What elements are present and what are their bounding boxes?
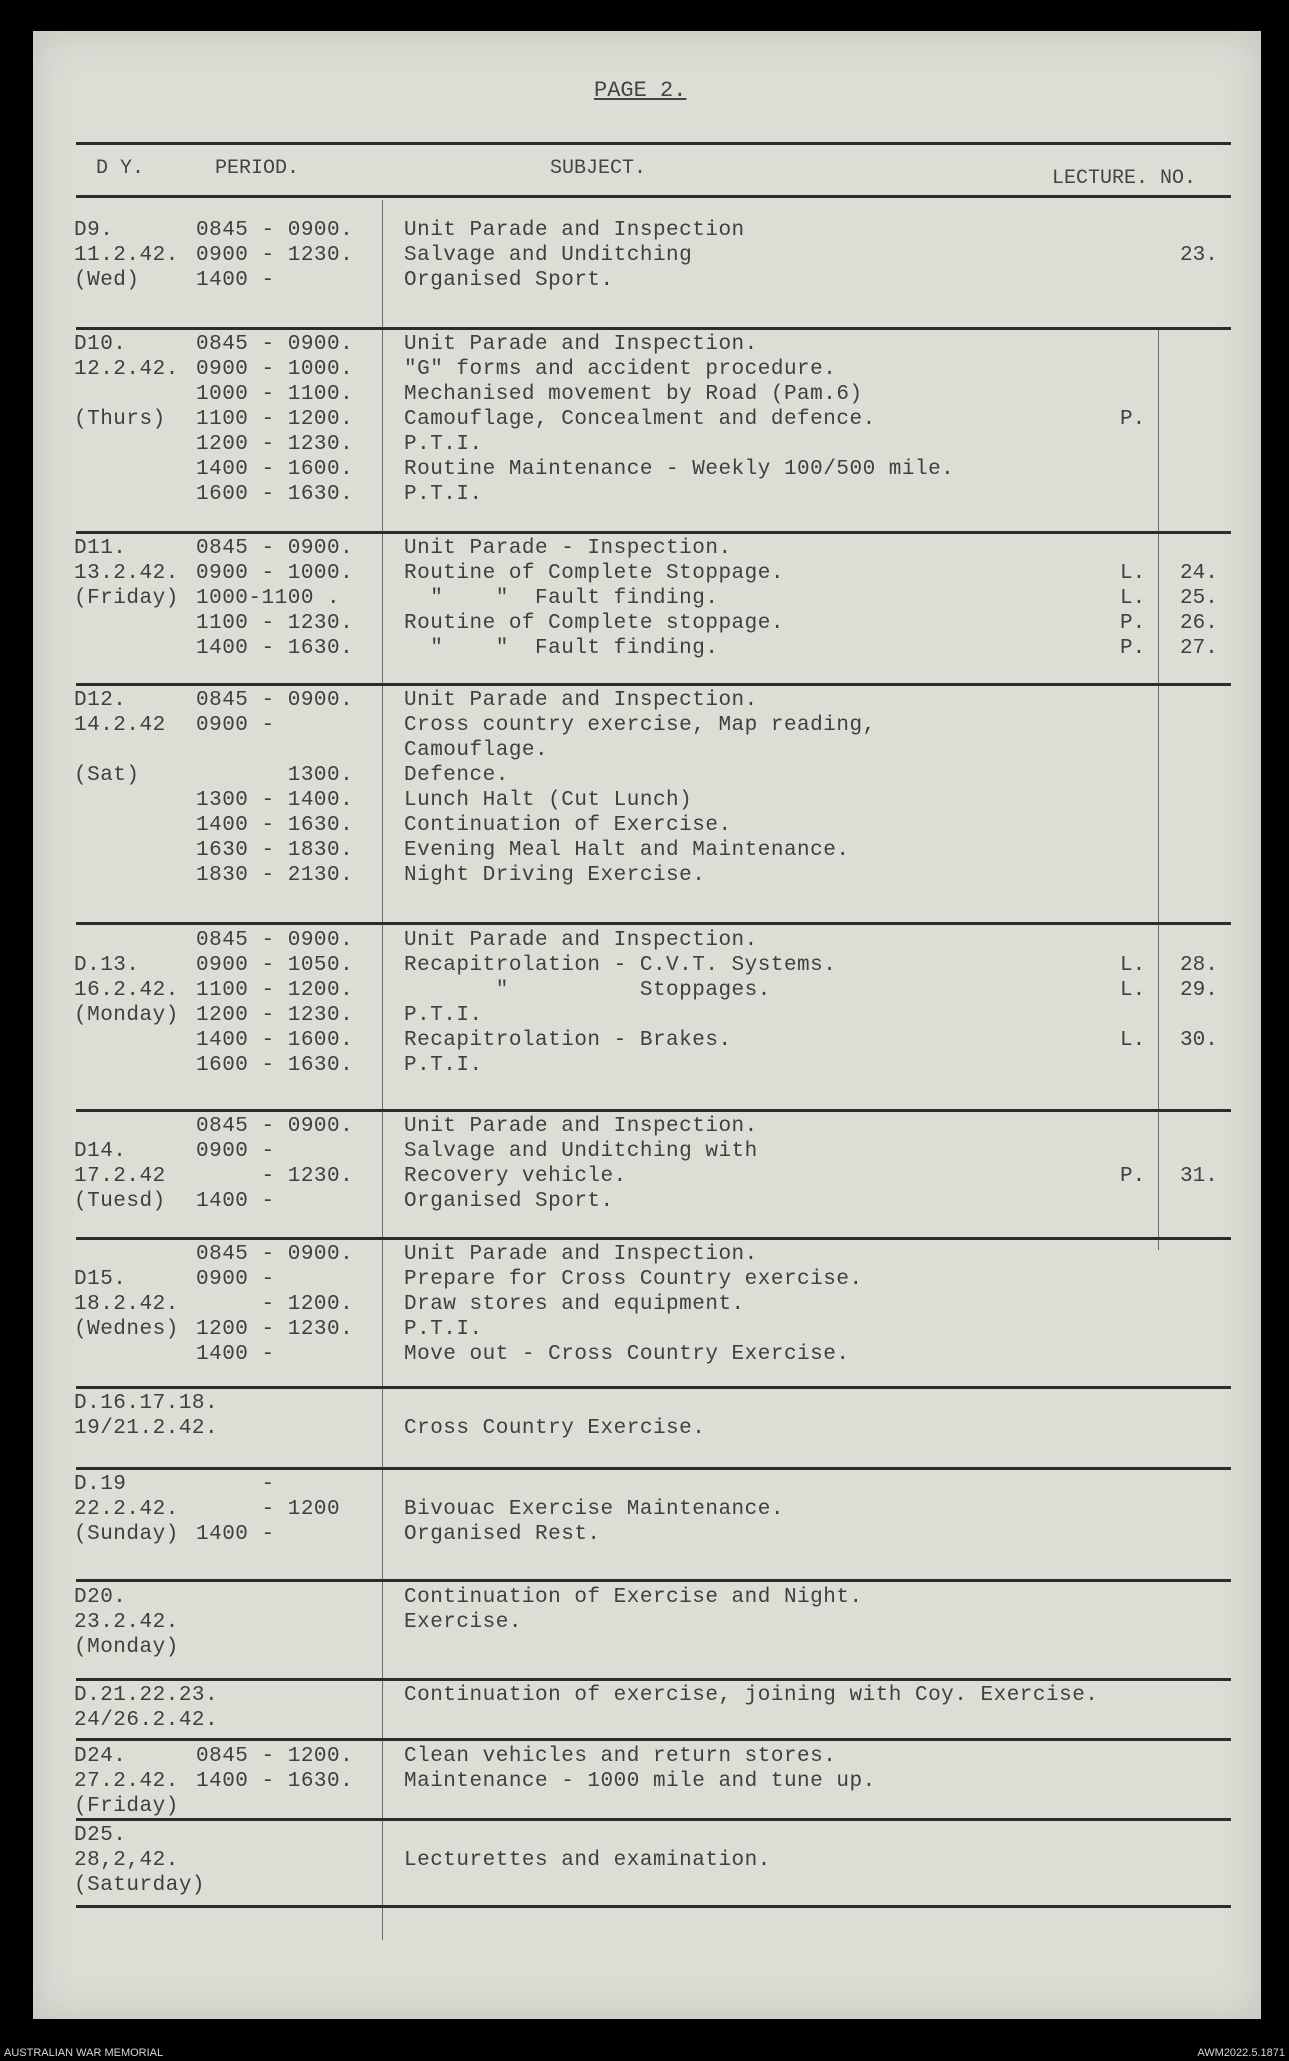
day-label: 12.2.42.: [74, 358, 179, 381]
subject-text: P.T.I.: [404, 1054, 483, 1077]
period-time: 1100 - 1230.: [196, 612, 354, 635]
period-time: - 1200.: [196, 1293, 354, 1316]
lecture-column-line: [1158, 330, 1159, 1250]
subject-text: P.T.I.: [404, 1004, 483, 1027]
subject-text: Salvage and Unditching: [404, 244, 693, 267]
period-time: 1000 - 1100.: [196, 383, 354, 406]
subject-text: Recovery vehicle.: [404, 1165, 627, 1188]
day-label: 16.2.42.: [74, 979, 179, 1002]
period-time: 0900 -: [196, 1140, 275, 1163]
subject-text: P.T.I.: [404, 483, 483, 506]
lecture-number: 26.: [1180, 612, 1218, 635]
col-header-lecture: LECTURE. NO.: [1052, 167, 1197, 190]
period-time: 1400 -: [196, 1190, 275, 1213]
period-time: 1200 - 1230.: [196, 1318, 354, 1341]
block-divider-rule: [76, 1579, 1231, 1582]
block-divider-rule: [76, 1905, 1231, 1908]
block-divider-rule: [76, 1738, 1231, 1741]
lecture-type: P.: [1120, 1165, 1146, 1188]
subject-text: Unit Parade and Inspection.: [404, 1115, 758, 1138]
block-divider-rule: [76, 327, 1231, 330]
period-time: 0845 - 1200.: [196, 1745, 354, 1768]
day-label: D20.: [74, 1586, 127, 1609]
subject-text: Draw stores and equipment.: [404, 1293, 745, 1316]
period-time: 0900 -: [196, 714, 275, 737]
subject-text: Camouflage.: [404, 739, 549, 762]
page-heading: PAGE 2.: [594, 78, 687, 103]
day-label: D15.: [74, 1268, 127, 1291]
period-time: 1300.: [196, 764, 354, 787]
period-time: 1400 - 1630.: [196, 637, 354, 660]
day-label: (Tuesd): [74, 1190, 166, 1213]
period-time: 1630 - 1830.: [196, 839, 354, 862]
lecture-number: 25.: [1180, 587, 1218, 610]
subject-text: Bivouac Exercise Maintenance.: [404, 1498, 784, 1521]
lecture-number: 31.: [1180, 1165, 1218, 1188]
subject-text: Lunch Halt (Cut Lunch): [404, 789, 693, 812]
day-label: 27.2.42.: [74, 1770, 179, 1793]
subject-text: Recapitrolation - Brakes.: [404, 1029, 732, 1052]
lecture-number: 28.: [1180, 954, 1218, 977]
period-time: 1100 - 1200.: [196, 979, 354, 1002]
period-time: 1000-1100 .: [196, 587, 341, 610]
lecture-type: P.: [1120, 637, 1146, 660]
period-time: 0845 - 0900.: [196, 333, 354, 356]
col-header-period: PERIOD.: [215, 157, 300, 180]
day-label: 11.2.42.: [74, 244, 179, 267]
header-top-rule: [76, 142, 1231, 145]
lecture-type: L.: [1120, 587, 1146, 610]
subject-text: " " Fault finding.: [404, 587, 719, 610]
period-time: 1400 - 1630.: [196, 1770, 354, 1793]
day-label: (Wed): [74, 269, 140, 292]
day-label: 24/26.2.42.: [74, 1709, 219, 1732]
day-label: D.16.17.18.: [74, 1392, 219, 1415]
period-time: 0845 - 0900.: [196, 689, 354, 712]
lecture-number: 30.: [1180, 1029, 1218, 1052]
period-time: 0900 -: [196, 1268, 275, 1291]
block-divider-rule: [76, 1237, 1231, 1240]
day-label: 22.2.42.: [74, 1498, 179, 1521]
day-label: (Friday): [74, 1795, 179, 1818]
day-label: (Monday): [74, 1004, 179, 1027]
period-time: 0845 - 0900.: [196, 1243, 354, 1266]
subject-text: " Stoppages.: [404, 979, 771, 1002]
block-divider-rule: [76, 922, 1231, 925]
footer-right: AWM2022.5.1871: [1197, 2047, 1285, 2059]
day-label: 18.2.42.: [74, 1293, 179, 1316]
subject-text: Continuation of exercise, joining with Coy. Exercise.: [404, 1684, 1099, 1707]
lecture-type: L.: [1120, 1029, 1146, 1052]
day-label: D25.: [74, 1824, 127, 1847]
block-divider-rule: [76, 1678, 1231, 1681]
lecture-type: P.: [1120, 408, 1146, 431]
day-label: D24.: [74, 1745, 127, 1768]
block-divider-rule: [76, 683, 1231, 686]
subject-text: P.T.I.: [404, 1318, 483, 1341]
block-divider-rule: [76, 1818, 1231, 1821]
day-label: (Thurs): [74, 408, 166, 431]
subject-text: Lecturettes and examination.: [404, 1849, 771, 1872]
subject-text: Organised Sport.: [404, 269, 614, 292]
subject-text: P.T.I.: [404, 433, 483, 456]
subject-text: "G" forms and accident procedure.: [404, 358, 837, 381]
block-divider-rule: [76, 1467, 1231, 1470]
day-label: 28,2,42.: [74, 1849, 179, 1872]
period-time: 1400 -: [196, 1343, 275, 1366]
period-time: 1100 - 1200.: [196, 408, 354, 431]
day-label: 14.2.42: [74, 714, 166, 737]
period-time: 1400 -: [196, 269, 275, 292]
period-time: 1400 - 1600.: [196, 1029, 354, 1052]
period-time: 0845 - 0900.: [196, 537, 354, 560]
block-divider-rule: [76, 1386, 1231, 1389]
period-time: 1600 - 1630.: [196, 483, 354, 506]
period-time: -: [196, 1473, 275, 1496]
lecture-type: L.: [1120, 979, 1146, 1002]
day-label: (Friday): [74, 587, 179, 610]
period-time: 1400 - 1600.: [196, 458, 354, 481]
period-time: 1600 - 1630.: [196, 1054, 354, 1077]
period-time: 1400 - 1630.: [196, 814, 354, 837]
subject-text: Salvage and Unditching with: [404, 1140, 758, 1163]
subject-text: Recapitrolation - C.V.T. Systems.: [404, 954, 837, 977]
period-time: 0900 - 1000.: [196, 562, 354, 585]
block-divider-rule: [76, 1109, 1231, 1112]
day-label: D12.: [74, 689, 127, 712]
period-time: 0845 - 0900.: [196, 1115, 354, 1138]
period-time: 0900 - 1050.: [196, 954, 354, 977]
period-time: 0845 - 0900.: [196, 929, 354, 952]
subject-text: Unit Parade and Inspection.: [404, 929, 758, 952]
subject-text: Exercise.: [404, 1611, 522, 1634]
lecture-number: 27.: [1180, 637, 1218, 660]
day-label: 19/21.2.42.: [74, 1417, 219, 1440]
subject-text: Maintenance - 1000 mile and tune up.: [404, 1770, 876, 1793]
subject-text: Defence.: [404, 764, 509, 787]
subject-text: Cross Country Exercise.: [404, 1417, 706, 1440]
subject-text: Organised Sport.: [404, 1190, 614, 1213]
subject-text: Cross country exercise, Map reading,: [404, 714, 876, 737]
subject-text: Unit Parade and Inspection.: [404, 1243, 758, 1266]
day-label: D.19: [74, 1473, 127, 1496]
lecture-number: 23.: [1180, 244, 1218, 267]
lecture-number: 24.: [1180, 562, 1218, 585]
subject-text: Unit Parade and Inspection.: [404, 689, 758, 712]
day-label: 23.2.42.: [74, 1611, 179, 1634]
day-label: 13.2.42.: [74, 562, 179, 585]
subject-text: Mechanised movement by Road (Pam.6): [404, 383, 863, 406]
period-time: - 1230.: [196, 1165, 354, 1188]
subject-text: Continuation of Exercise.: [404, 814, 732, 837]
col-header-subject: SUBJECT.: [550, 157, 647, 180]
day-label: D.21.22.23.: [74, 1684, 219, 1707]
lecture-number: 29.: [1180, 979, 1218, 1002]
subject-text: Routine of Complete Stoppage.: [404, 562, 784, 585]
day-label: (Saturday): [74, 1874, 206, 1897]
day-label: D14.: [74, 1140, 127, 1163]
subject-text: Move out - Cross Country Exercise.: [404, 1343, 850, 1366]
day-label: D10.: [74, 333, 127, 356]
period-time: 0900 - 1000.: [196, 358, 354, 381]
footer-left: AUSTRALIAN WAR MEMORIAL: [4, 2047, 164, 2059]
day-label: 17.2.42: [74, 1165, 166, 1188]
lecture-type: L.: [1120, 562, 1146, 585]
subject-text: Prepare for Cross Country exercise.: [404, 1268, 863, 1291]
period-time: 1400 -: [196, 1523, 275, 1546]
subject-text: Organised Rest.: [404, 1523, 601, 1546]
period-time: 0900 - 1230.: [196, 244, 354, 267]
period-time: 1830 - 2130.: [196, 864, 354, 887]
lecture-type: P.: [1120, 612, 1146, 635]
day-label: D11.: [74, 537, 127, 560]
period-time: 0845 - 0900.: [196, 219, 354, 242]
period-time: 1200 - 1230.: [196, 433, 354, 456]
subject-text: Routine Maintenance - Weekly 100/500 mile.: [404, 458, 955, 481]
day-label: (Wednes): [74, 1318, 179, 1341]
header-bottom-rule: [76, 195, 1231, 198]
period-time: 1300 - 1400.: [196, 789, 354, 812]
subject-text: Continuation of Exercise and Night.: [404, 1586, 863, 1609]
subject-text: Evening Meal Halt and Maintenance.: [404, 839, 850, 862]
period-time: - 1200: [196, 1498, 341, 1521]
day-label: (Sunday): [74, 1523, 179, 1546]
day-label: D.13.: [74, 954, 140, 977]
subject-text: " " Fault finding.: [404, 637, 719, 660]
subject-text: Unit Parade and Inspection: [404, 219, 745, 242]
day-label: (Sat): [74, 764, 140, 787]
subject-text: Unit Parade and Inspection.: [404, 333, 758, 356]
lecture-type: L.: [1120, 954, 1146, 977]
block-divider-rule: [76, 531, 1231, 534]
subject-text: Night Driving Exercise.: [404, 864, 706, 887]
subject-text: Unit Parade - Inspection.: [404, 537, 732, 560]
subject-text: Clean vehicles and return stores.: [404, 1745, 837, 1768]
period-time: 1200 - 1230.: [196, 1004, 354, 1027]
day-label: D9.: [74, 219, 114, 242]
day-label: (Monday): [74, 1636, 179, 1659]
subject-text: Camouflage, Concealment and defence.: [404, 408, 876, 431]
col-header-day: D Y.: [96, 157, 145, 180]
subject-text: Routine of Complete stoppage.: [404, 612, 784, 635]
